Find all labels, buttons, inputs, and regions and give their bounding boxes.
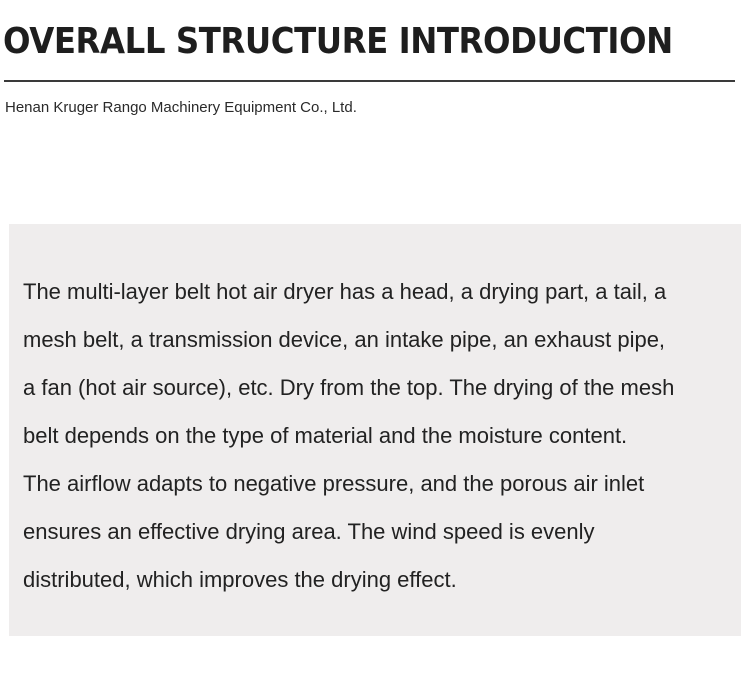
description-line: ensures an effective drying area. The wind speed is evenly: [23, 519, 595, 544]
description-line: a fan (hot air source), etc. Dry from the top. The drying of the mesh: [23, 375, 675, 400]
description-line: mesh belt, a transmission device, an intake pipe, an exhaust pipe,: [23, 327, 666, 352]
title-divider: [4, 80, 735, 82]
description-line: The multi-layer belt hot air dryer has a head, a drying part, a tail, a: [23, 279, 667, 304]
description-line: belt depends on the type of material and the moisture content.: [23, 423, 628, 448]
description-line: distributed, which improves the drying effect.: [23, 567, 457, 592]
structure-description: [23, 268, 739, 604]
company-name: Henan Kruger Rango Machinery Equipment Co., Ltd.: [5, 99, 357, 116]
content-panel: [9, 224, 741, 636]
description-line: The airflow adapts to negative pressure, and the porous air inlet: [23, 471, 645, 496]
page-title: OVERALL STRUCTURE INTRODUCTION: [3, 21, 673, 62]
